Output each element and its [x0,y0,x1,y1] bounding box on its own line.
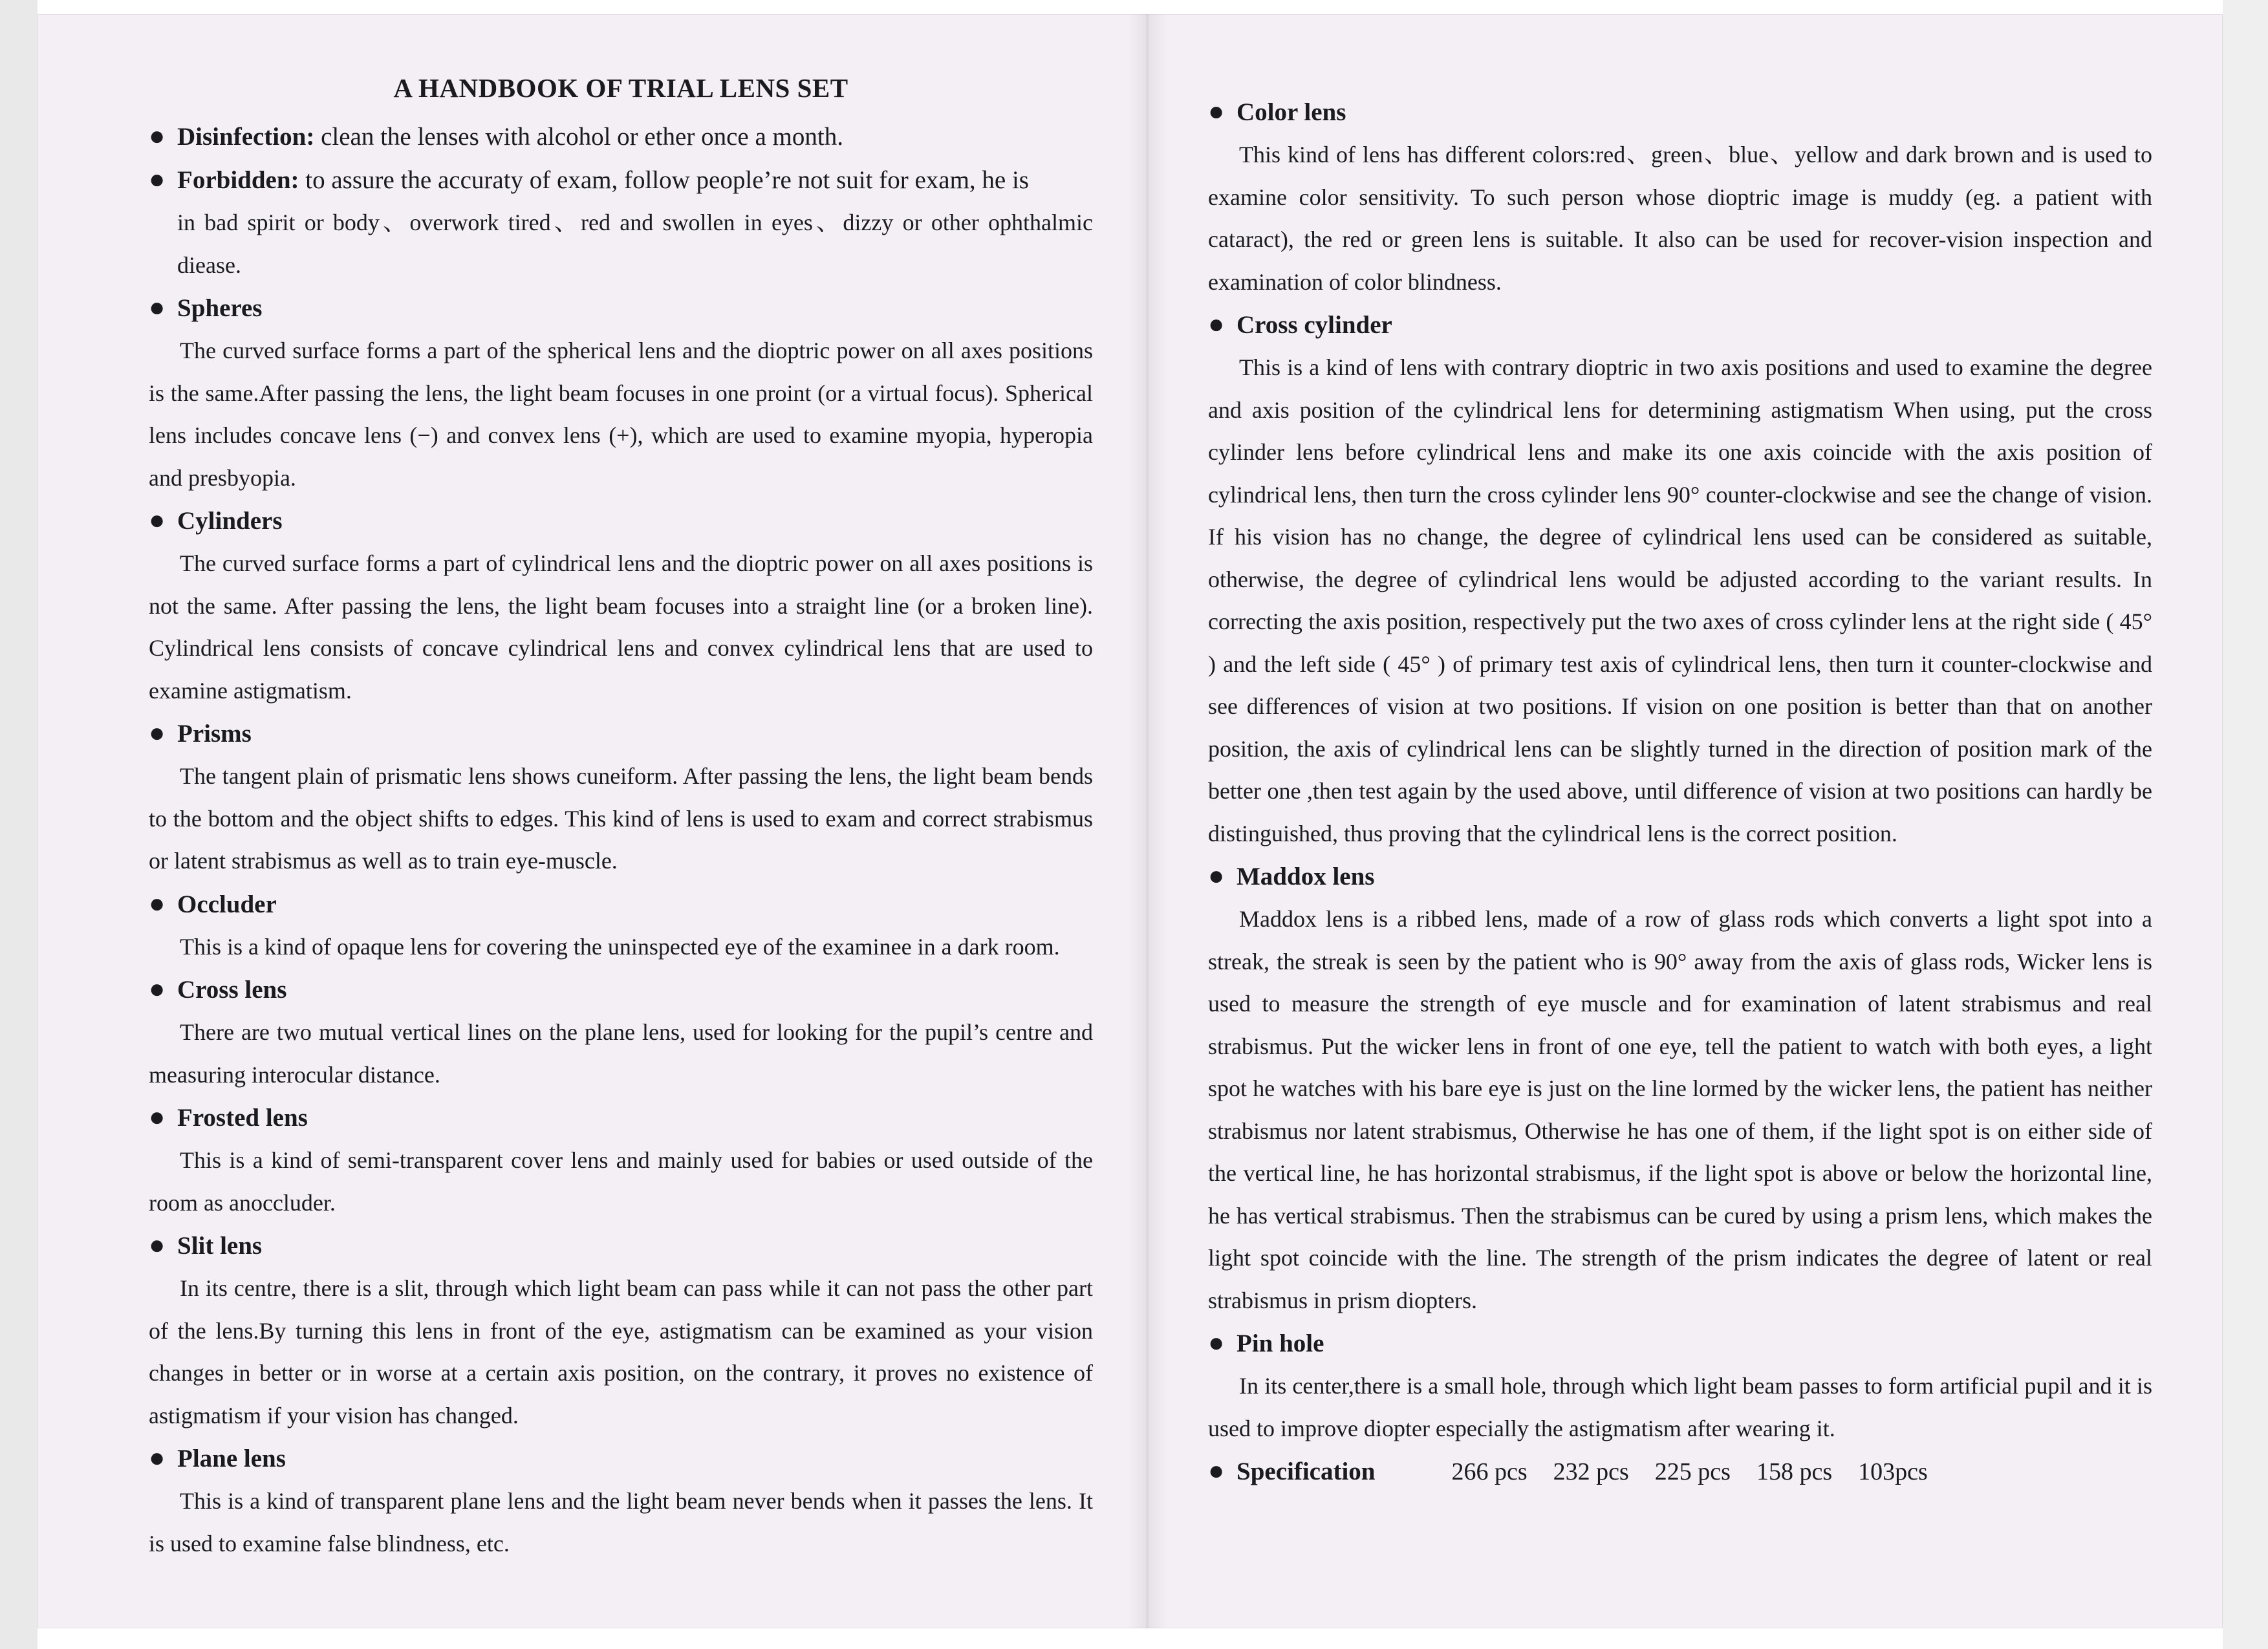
bullet-icon: ● [1208,1456,1225,1486]
bullet-icon: ● [1208,97,1225,127]
section-cross-cylinder [1208,303,2152,855]
bullet-icon: ● [1208,861,1225,891]
section-text: This is a kind of semi-transparent cover lens and mainly used for babies or used outside of the room as anoccluder. [149,1147,1093,1216]
section-spheres [149,286,1093,499]
handbook-sheet [38,14,2223,1628]
section-label: Forbidden: [177,166,299,194]
section-text: to assure the accuraty of exam, follow people’re not suit for exam, he is [305,166,1029,194]
spec-value: 232 pcs [1553,1458,1629,1485]
section-label: Disinfection: [177,123,315,151]
bullet-icon: ● [149,889,166,919]
section-occluder [149,883,1093,969]
scan-edge-right [2223,0,2268,1649]
section-text-continued: in bad spirit or body、overwork tired、red and swollen in eyes、dizzy or other ophthalmic diease. [177,210,1093,278]
section-label: Spheres [177,294,263,322]
section-cross-lens [149,968,1093,1096]
section-label: Frosted lens [177,1104,308,1132]
section-label: Slit lens [177,1232,263,1260]
bullet-icon: ● [149,1103,166,1132]
bullet-icon: ● [149,165,166,195]
section-text: This is a kind of lens with contrary dioptric in two axis positions and used to examine the degree and axis position of the cylindrical lens for determining astigmatism When using, put the cross cylinder lens before cylindrical lens and make its one axis coincide with the axis position of cylindrical lens, then turn the cross cylinder lens 90° counter-clockwise and see the change of vision. If his vision has no change, the degree of cylindrical lens used can be considered as suitable, otherwise, the degree of cylindrical lens would be adjusted according to the variant results. In correcting the axis position, respectively put the two axes of cross cylinder lens at the right side ( 45° ) and the left side ( 45° ) of primary test axis of cylindrical lens, then turn it counter-clockwise and see differences of vision at two positions. If vision on one position is better than that on another position, the axis of cylindrical lens can be slightly turned in the direction of position mark of the better one ,then test again by the used above, until difference of vision at two positions can hardly be distinguished, thus proving that the cylindrical lens is the correct position. [1208,354,2152,846]
spec-value: 158 pcs [1756,1458,1833,1485]
section-text: Maddox lens is a ribbed lens, made of a row of glass rods which converts a light spot into a streak, the streak is seen by the patient who is 90° away from the axis of glass rods, Wicker lens is used to measure the strength of eye muscle and for examination of latent strabismus and real strabismus. Put the wicker lens in front of one eye, tell the patient to watch with both eyes, a light spot he watches with his bare eye is just on the line lormed by the wicker lens, the patient has neither strabismus nor latent strabismus, Otherwise he has one of them, if the light spot is on either side of the vertical line, he has horizontal strabismus, if the light spot is above or below the horizontal line, he has vertical strabismus. Then the strabismus can be cured by using a prism lens, which makes the light spot coincide with the line. The strength of the prism indicates the degree of latent or real strabismus in prism diopters. [1208,906,2152,1313]
scan-edge-left [0,0,38,1649]
section-cylinders [149,499,1093,712]
section-slit-lens [149,1224,1093,1437]
section-text: In its centre, there is a slit, through which light beam can pass while it can not pass the other part of the lens.By turning this lens in front of the eye, astigmatism can be examined as your vision changes in better or in worse at a certain axis position, on the contrary, it proves no existence of astigmatism if your vision has changed. [149,1275,1093,1428]
bullet-icon: ● [1208,1328,1225,1358]
section-label: Color lens [1237,98,1346,126]
spec-value: 225 pcs [1654,1458,1731,1485]
bullet-icon: ● [149,1443,166,1473]
section-text: This kind of lens has different colors:red、green、blue、yellow and dark brown and is used to examine color sensitivity. To such person whose dioptric image is muddy (eg. a patient with cataract), the red or green lens is suitable. It also can be used for recover-vision inspection and examination of color blindness. [1208,142,2152,295]
section-text: In its center,there is a small hole, through which light beam passes to form artificial pupil and it is used to improve diopter especially the astigmatism after wearing it. [1208,1373,2152,1441]
bullet-icon: ● [149,1231,166,1260]
document-title: A HANDBOOK OF TRIAL LENS SET [393,73,848,103]
bullet-icon: ● [149,122,166,151]
section-text: The curved surface forms a part of cylindrical lens and the dioptric power on all axes positions is not the same. After passing the lens, the light beam focuses into a straight line (or a broken line). Cylindrical lens consists of concave cylindrical lens and convex cylindrical lens that are used to examine astigmatism. [149,550,1093,704]
section-label: Specification [1237,1458,1376,1485]
section-label: Prisms [177,720,252,748]
section-label: Cross cylinder [1237,311,1392,339]
section-text: clean the lenses with alcohol or ether once a month. [321,123,843,151]
section-plane-lens [149,1437,1093,1565]
bullet-icon: ● [149,718,166,748]
bullet-icon: ● [149,506,166,535]
section-color-lens [1208,91,2152,303]
section-frosted-lens [149,1096,1093,1224]
section-text: This is a kind of opaque lens for covering the uninspected eye of the examinee in a dark room. [180,933,1060,960]
section-label: Cross lens [177,976,287,1004]
page-fold [1128,14,1167,1628]
spec-value: 103pcs [1858,1458,1928,1485]
bullet-icon: ● [1208,310,1225,339]
right-page [1208,91,2152,1493]
section-maddox-lens [1208,855,2152,1322]
left-page [149,72,1093,1565]
bullet-icon: ● [149,975,166,1004]
section-label: Cylinders [177,507,283,535]
section-label: Pin hole [1237,1330,1324,1357]
section-text: The tangent plain of prismatic lens shows cuneiform. After passing the lens, the light beam bends to the bottom and the object shifts to edges. This kind of lens is used to exam and correct strabismus or latent strabismus as well as to train eye-muscle. [149,763,1093,874]
section-specification [1208,1450,2152,1493]
section-label: Maddox lens [1237,863,1375,890]
section-text: The curved surface forms a part of the spherical lens and the dioptric power on all axes positions is the same.After passing the lens, the light beam focuses in one proint (or a virtual focus). Spherical lens includes concave lens (−) and convex lens (+), which are used to examine myopia, hyperopia and presbyopia. [149,338,1093,491]
section-disinfection [149,115,1093,158]
section-prisms [149,712,1093,883]
section-pin-hole [1208,1322,2152,1450]
section-forbidden [149,158,1093,286]
bullet-icon: ● [149,293,166,323]
spec-value: 266 pcs [1451,1458,1528,1485]
section-label: Plane lens [177,1445,286,1472]
section-text: There are two mutual vertical lines on the plane lens, used for looking for the pupil’s centre and measuring interocular distance. [149,1019,1093,1088]
section-label: Occluder [177,890,277,918]
section-text: This is a kind of transparent plane lens and the light beam never bends when it passes the lens. It is used to examine false blindness, etc. [149,1488,1093,1557]
